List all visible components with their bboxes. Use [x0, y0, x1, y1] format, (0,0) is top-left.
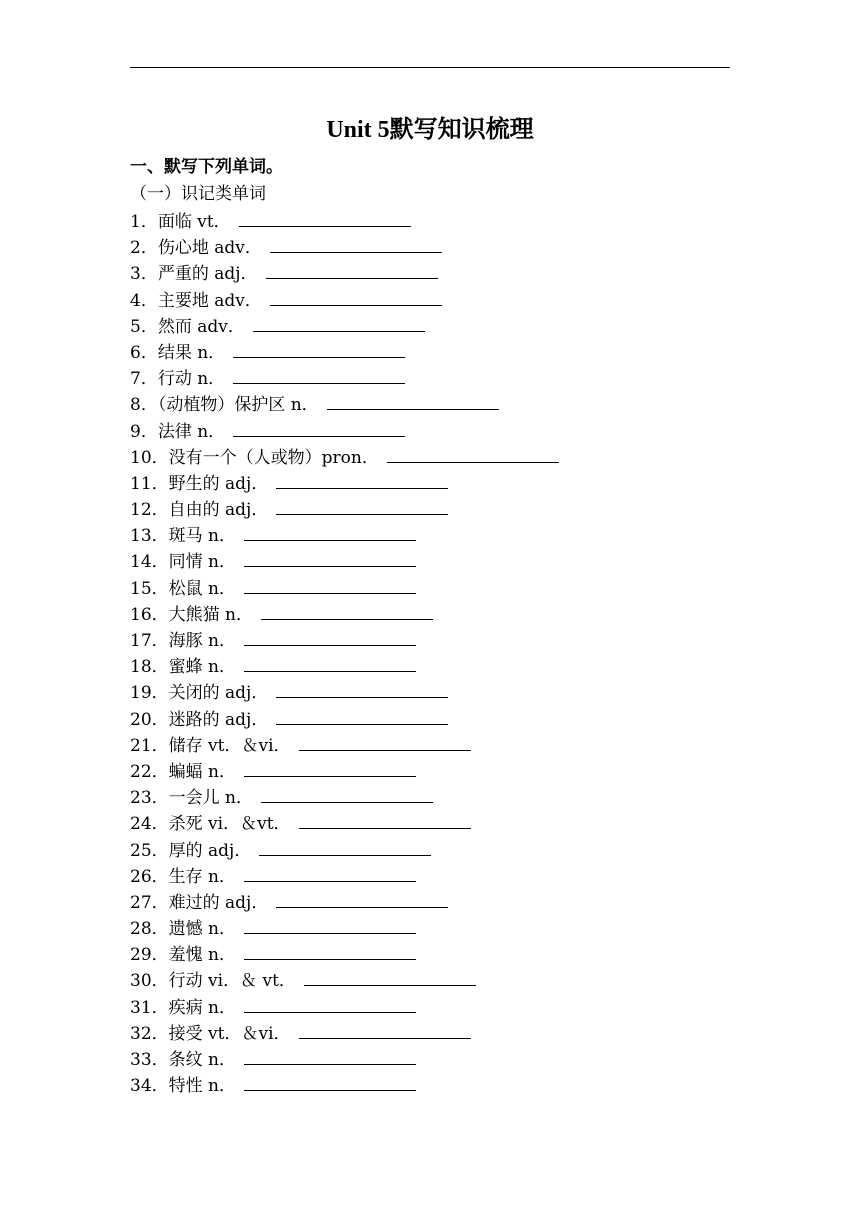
answer-blank[interactable]	[276, 706, 448, 725]
vocab-item	[130, 810, 559, 836]
item-prompt: 生存 n．	[168, 866, 236, 887]
answer-blank[interactable]	[244, 575, 416, 594]
answer-blank[interactable]	[261, 784, 433, 803]
vocab-item	[130, 1072, 559, 1098]
vocab-item	[130, 915, 559, 941]
vocab-item	[130, 653, 559, 679]
item-prompt: 杀死 vi．＆vt．	[168, 814, 291, 835]
item-number: 30．	[130, 971, 169, 992]
item-prompt: 斑马 n．	[168, 526, 236, 547]
answer-blank[interactable]	[276, 889, 448, 908]
vocab-item	[130, 496, 559, 522]
item-prompt: 然而 adv．	[157, 316, 245, 337]
item-prompt: 疾病 n．	[168, 997, 236, 1018]
item-number: 9．	[130, 421, 158, 442]
item-number: 21．	[130, 735, 169, 756]
vocab-item	[130, 889, 559, 915]
vocab-item	[130, 837, 559, 863]
vocab-item	[130, 418, 559, 444]
vocab-item	[130, 784, 559, 810]
answer-blank[interactable]	[327, 391, 499, 410]
vocab-item	[130, 941, 559, 967]
page-title: Unit 5默写知识梳理	[326, 117, 534, 143]
answer-blank[interactable]	[276, 679, 448, 698]
item-number: 12．	[130, 500, 169, 521]
vocab-item	[130, 967, 559, 993]
item-prompt: 厚的 adj．	[168, 840, 252, 861]
vocab-item	[130, 758, 559, 784]
item-prompt: 自由的 adj．	[168, 500, 269, 521]
subsection-heading: （一）识记类单词	[130, 184, 266, 204]
item-number: 7．	[130, 369, 158, 390]
answer-blank[interactable]	[387, 444, 559, 463]
answer-blank[interactable]	[259, 837, 431, 856]
vocab-item	[130, 313, 559, 339]
item-prompt: 同情 n．	[168, 552, 236, 573]
item-number: 32．	[130, 1023, 169, 1044]
item-number: 3．	[130, 264, 158, 285]
vocab-item	[130, 1046, 559, 1072]
vocab-item	[130, 365, 559, 391]
answer-blank[interactable]	[244, 863, 416, 882]
item-prompt: 遗憾 n．	[168, 919, 236, 940]
answer-blank[interactable]	[244, 1072, 416, 1091]
vocab-item	[130, 548, 559, 574]
vocab-item	[130, 627, 559, 653]
section-heading: 一、默写下列单词。	[130, 157, 283, 177]
vocab-item	[130, 339, 559, 365]
item-number: 4．	[130, 290, 158, 311]
vocab-item	[130, 706, 559, 732]
item-prompt: 伤心地 adv．	[157, 238, 262, 259]
item-prompt: 特性 n．	[168, 1076, 236, 1097]
item-number: 33．	[130, 1050, 169, 1070]
item-prompt: 储存 vt．＆vi．	[168, 735, 291, 756]
vocab-item	[130, 208, 559, 234]
answer-blank[interactable]	[239, 208, 411, 227]
item-number: 10．	[130, 447, 169, 468]
answer-blank[interactable]	[299, 1020, 471, 1039]
vocab-item	[130, 391, 559, 417]
vocab-item	[130, 1020, 559, 1046]
item-number: 16．	[130, 604, 169, 625]
answer-blank[interactable]	[304, 967, 476, 986]
item-prompt: 结果 n．	[157, 342, 226, 363]
item-prompt: 一会儿 n．	[168, 788, 253, 809]
item-prompt: 主要地 adv．	[157, 290, 262, 311]
item-prompt: 松鼠 n．	[168, 578, 236, 599]
answer-blank[interactable]	[244, 994, 416, 1013]
item-number: 24．	[130, 814, 169, 835]
vocab-item	[130, 863, 559, 889]
answer-blank[interactable]	[244, 1046, 416, 1065]
item-number: 27．	[130, 892, 169, 913]
answer-blank[interactable]	[261, 601, 433, 620]
answer-blank[interactable]	[270, 287, 442, 306]
item-number: 5．	[130, 316, 158, 337]
vocab-item	[130, 679, 559, 705]
answer-blank[interactable]	[233, 339, 405, 358]
item-number: 25．	[130, 840, 169, 861]
header-rule	[130, 67, 730, 68]
item-prompt: 接受 vt．＆vi．	[168, 1023, 291, 1044]
vocab-item	[130, 601, 559, 627]
answer-blank[interactable]	[244, 522, 416, 541]
vocab-item	[130, 260, 559, 286]
item-prompt: 行动 vi．＆ vt．	[168, 971, 296, 992]
answer-blank[interactable]	[276, 496, 448, 515]
item-number: 13．	[130, 526, 169, 547]
item-prompt: 严重的 adj．	[157, 264, 258, 285]
item-number: 18．	[130, 657, 169, 678]
item-number: 17．	[130, 631, 169, 651]
item-number: 20．	[130, 709, 169, 730]
item-prompt: 面临 vt．	[157, 212, 231, 232]
item-prompt: 难过的 adj．	[168, 892, 269, 913]
item-prompt: 行动 n．	[157, 369, 226, 390]
item-number: 22．	[130, 761, 169, 782]
item-prompt: 法律 n．	[157, 421, 226, 442]
item-number: 11．	[130, 473, 169, 494]
item-number: 29．	[130, 945, 169, 966]
answer-blank[interactable]	[244, 627, 416, 646]
item-number: 8．	[130, 395, 158, 416]
answer-blank[interactable]	[244, 548, 416, 567]
answer-blank[interactable]	[244, 915, 416, 934]
answer-blank[interactable]	[253, 313, 425, 332]
item-prompt: 条纹 n．	[168, 1050, 236, 1070]
vocab-item	[130, 575, 559, 601]
item-number: 1．	[130, 212, 158, 232]
item-number: 26．	[130, 866, 169, 887]
item-number: 28．	[130, 919, 169, 940]
answer-blank[interactable]	[270, 234, 442, 253]
item-number: 23．	[130, 788, 169, 809]
vocab-item	[130, 444, 559, 470]
item-number: 19．	[130, 683, 169, 704]
item-number: 2．	[130, 238, 158, 259]
answer-blank[interactable]	[276, 470, 448, 489]
item-prompt: 关闭的 adj．	[168, 683, 269, 704]
item-prompt: 海豚 n．	[168, 631, 236, 651]
answer-blank[interactable]	[299, 810, 471, 829]
item-number: 31．	[130, 997, 169, 1018]
answer-blank[interactable]	[244, 941, 416, 960]
vocab-item	[130, 287, 559, 313]
item-number: 6．	[130, 342, 158, 363]
item-number: 15．	[130, 578, 169, 599]
answer-blank[interactable]	[299, 732, 471, 751]
answer-blank[interactable]	[266, 260, 438, 279]
vocab-item	[130, 522, 559, 548]
answer-blank[interactable]	[233, 365, 405, 384]
item-prompt: （动植物）保护区 n．	[157, 395, 319, 416]
answer-blank[interactable]	[233, 418, 405, 437]
item-prompt: 没有一个（人或物）pron．	[168, 447, 379, 468]
vocab-item	[130, 234, 559, 260]
answer-blank[interactable]	[244, 653, 416, 672]
item-prompt: 蝙蝠 n．	[168, 761, 236, 782]
vocab-item	[130, 994, 559, 1020]
item-number: 14．	[130, 552, 169, 573]
vocab-item	[130, 732, 559, 758]
item-prompt: 迷路的 adj．	[168, 709, 269, 730]
answer-blank[interactable]	[244, 758, 416, 777]
vocab-list	[130, 208, 559, 1098]
item-prompt: 大熊猫 n．	[168, 604, 253, 625]
item-number: 34．	[130, 1076, 169, 1097]
item-prompt: 野生的 adj．	[168, 473, 269, 494]
item-prompt: 蜜蜂 n．	[168, 657, 236, 678]
vocab-item	[130, 470, 559, 496]
item-prompt: 羞愧 n．	[168, 945, 236, 966]
